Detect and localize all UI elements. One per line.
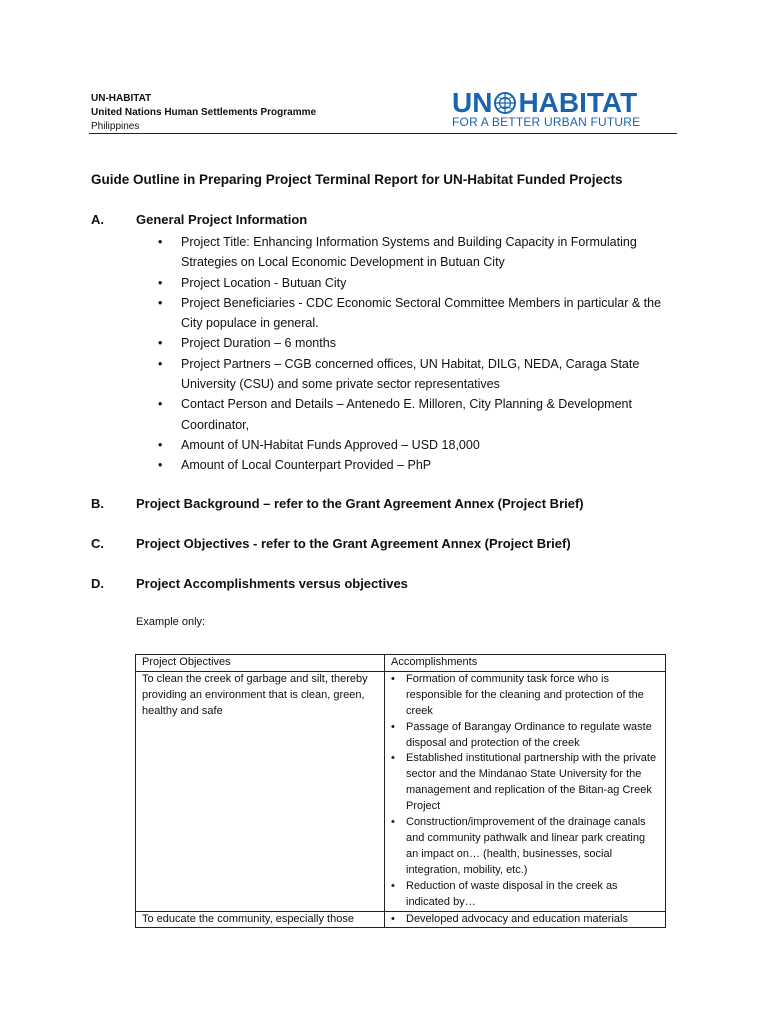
list-item: • Project Partners – CGB concerned offices, UN Habitat, DILG, NEDA, Caraga State University (CSU) and some private sector representatives (136, 354, 676, 395)
list-item: • Amount of Local Counterpart Provided – PhP (136, 455, 676, 475)
accomplishments-table (135, 654, 666, 928)
list-item: • Reduction of waste disposal in the creek as indicated by… (391, 879, 618, 908)
bullet-icon: • (391, 720, 395, 733)
document-title: Guide Outline in Preparing Project Terminal Report for UN-Habitat Funded Projects (91, 172, 623, 187)
section-c-letter: C. (91, 536, 104, 551)
list-item: • Passage of Barangay Ordinance to regulate waste disposal and protection of the creek (391, 720, 652, 749)
table-row (136, 671, 666, 911)
table-header-row (136, 655, 666, 672)
un-habitat-logo (452, 88, 652, 132)
list-item: • Formation of community task force who is responsible for the cleaning and protection of the creek (391, 672, 644, 717)
list-item: • Project Duration – 6 months (136, 333, 676, 353)
bullet-icon: • (158, 437, 163, 452)
org-name: UN-HABITAT (91, 93, 152, 104)
bullet-icon: • (158, 295, 163, 310)
list-item: • Project Location - Butuan City (136, 273, 676, 293)
bullet-icon: • (391, 879, 395, 892)
bullet-icon: • (391, 816, 395, 829)
section-d-title: Project Accomplishments versus objectives (136, 576, 408, 591)
logo-right-text: HABITAT (518, 87, 638, 118)
bullet-icon: • (158, 336, 163, 351)
bullet-icon: • (158, 356, 163, 371)
accomplishments-cell (385, 671, 666, 911)
list-item: • Amount of UN-Habitat Funds Approved – USD 18,000 (136, 435, 676, 455)
example-note: Example only: (136, 616, 206, 628)
list-item: • Established institutional partnership with the private sector and the Mindanao State University for the management and replication of the Bitan-ag Creek Project (391, 752, 657, 813)
bullet-icon: • (158, 397, 163, 412)
list-item: • Project Title: Enhancing Information Systems and Building Capacity in Formulating Strategies on Local Economic Development in Butuan City (136, 232, 676, 273)
list-item: • Construction/improvement of the drainage canals and community pathwalk and linear park creating an impact on… (health, businesses, social integration, mobility, etc.) (391, 816, 646, 876)
header-divider (89, 133, 677, 134)
bullet-icon: • (158, 235, 163, 249)
bullet-icon: • (391, 912, 395, 925)
section-a-title: General Project Information (136, 212, 308, 227)
list-item: • Developed advocacy and education materials (391, 912, 659, 928)
section-b-letter: B. (91, 496, 104, 511)
section-d-letter: D. (91, 576, 104, 591)
general-info-list (136, 232, 676, 476)
section-a-letter: A. (91, 212, 104, 227)
table-row (136, 911, 666, 928)
objective-cell: To clean the creek of garbage and silt, thereby providing an environment that is clean, green, healthy and safe (136, 671, 385, 911)
bullet-icon: • (391, 672, 395, 685)
objective-cell: To educate the community, especially those (136, 911, 385, 928)
list-item: • Project Beneficiaries - CDC Economic Sectoral Committee Members in particular & the City populace in general. (136, 293, 676, 334)
org-full-name: United Nations Human Settlements Programme (91, 107, 317, 118)
bullet-icon: • (158, 458, 163, 473)
accomplishments-cell (385, 911, 666, 928)
list-item: • Contact Person and Details – Antenedo E. Milloren, City Planning & Development Coordinator, (136, 394, 676, 435)
bullet-icon: • (391, 752, 395, 765)
section-b-title: Project Background – refer to the Grant Agreement Annex (Project Brief) (136, 496, 584, 511)
un-globe-icon (493, 91, 517, 115)
column-header: Project Objectives (136, 655, 385, 672)
section-c-title: Project Objectives - refer to the Grant Agreement Annex (Project Brief) (136, 536, 571, 551)
bullet-icon: • (158, 275, 163, 290)
org-country: Philippines (91, 121, 140, 132)
logo-left-text: UN (452, 87, 493, 118)
organization-block (91, 92, 316, 134)
logo-tagline: FOR A BETTER URBAN FUTURE (452, 115, 641, 129)
column-header: Accomplishments (385, 655, 666, 672)
